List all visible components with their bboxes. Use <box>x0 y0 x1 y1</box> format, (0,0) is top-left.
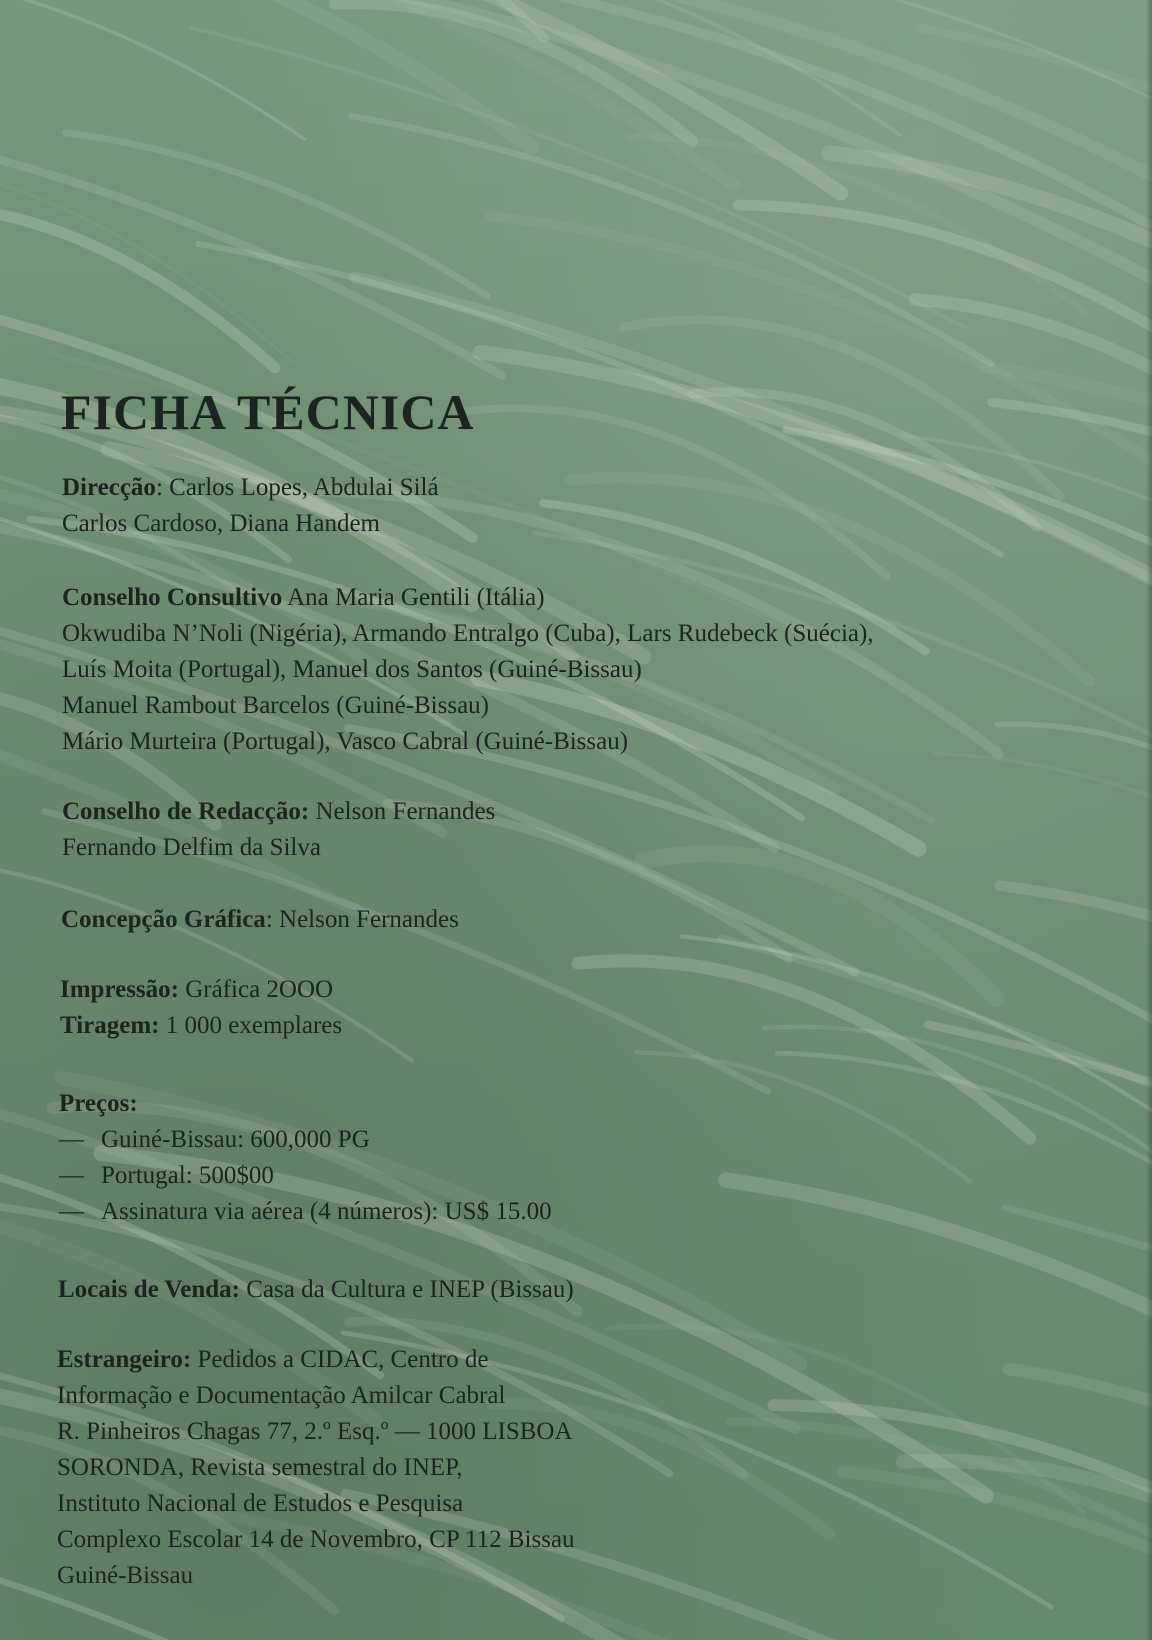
estrangeiro-section <box>57 1342 575 1594</box>
conselho-consultivo-line-1: Okwudiba N’Noli (Nigéria), Armando Entralgo (Cuba), Lars Rudebeck (Suécia), <box>62 620 874 647</box>
direccao-label: Direcção <box>62 474 156 501</box>
conselho-consultivo-value: Ana Maria Gentili (Itália) <box>282 584 545 611</box>
precos-item-1: Guiné-Bissau: 600,000 PG <box>101 1126 370 1153</box>
estrangeiro-label: Estrangeiro: <box>57 1346 192 1373</box>
precos-item-2: Portugal: 500$00 <box>101 1162 274 1189</box>
locais-venda-label: Locais de Venda: <box>58 1276 240 1303</box>
conselho-redaccao-value: Nelson Fernandes <box>309 798 496 825</box>
estrangeiro-line-6: Guiné-Bissau <box>57 1562 194 1589</box>
conselho-consultivo-line-3: Manuel Rambout Barcelos (Guiné-Bissau) <box>62 692 489 719</box>
conselho-consultivo-line-4: Mário Murteira (Portugal), Vasco Cabral (Guiné-Bissau) <box>62 728 629 755</box>
direccao-line-2: Carlos Cardoso, Diana Handem <box>62 510 380 537</box>
impressao-label: Impressão: <box>60 976 179 1003</box>
estrangeiro-line-2: R. Pinheiros Chagas 77, 2.º Esq.º — 1000 LISBOA <box>57 1418 573 1445</box>
conselho-redaccao-label: Conselho de Redacção: <box>62 798 310 825</box>
precos-item-3: Assinatura via aérea (4 números): US$ 15.00 <box>101 1198 552 1225</box>
locais-venda-value: Casa da Cultura e INEP (Bissau) <box>239 1276 574 1303</box>
impressao-tiragem-section <box>60 972 342 1044</box>
direccao-separator: : <box>155 474 170 501</box>
concepcao-grafica-label: Concepção Gráfica <box>61 906 266 933</box>
conselho-redaccao-section <box>62 794 495 866</box>
estrangeiro-line-4: Instituto Nacional de Estudos e Pesquisa <box>57 1490 464 1517</box>
precos-dash: — <box>59 1198 84 1225</box>
conselho-consultivo-label: Conselho Consultivo <box>62 584 283 611</box>
precos-dash: — <box>59 1162 84 1189</box>
direccao-value: Carlos Lopes, Abdulai Silá <box>169 474 439 501</box>
direccao-section <box>62 470 439 542</box>
conselho-consultivo-section <box>62 580 874 760</box>
estrangeiro-value: Pedidos a CIDAC, Centro de <box>191 1346 489 1373</box>
concepcao-grafica-value: : Nelson Fernandes <box>265 906 459 933</box>
precos-section <box>59 1086 552 1230</box>
conselho-redaccao-line-2: Fernando Delfim da Silva <box>62 834 321 861</box>
precos-dash: — <box>59 1126 84 1153</box>
estrangeiro-line-5: Complexo Escolar 14 de Novembro, CP 112 Bissau <box>57 1526 575 1553</box>
concepcao-grafica-section <box>61 902 459 938</box>
locais-venda-section <box>58 1272 574 1308</box>
estrangeiro-line-1: Informação e Documentação Amilcar Cabral <box>57 1382 506 1409</box>
tiragem-value: 1 000 exemplares <box>159 1012 343 1039</box>
tiragem-label: Tiragem: <box>60 1012 160 1039</box>
estrangeiro-line-3: SORONDA, Revista semestral do INEP, <box>57 1454 463 1481</box>
precos-label: Preços: <box>59 1090 138 1117</box>
conselho-consultivo-line-2: Luís Moita (Portugal), Manuel dos Santos (Guiné-Bissau) <box>62 656 642 683</box>
page-title: FICHA TÉCNICA <box>61 384 475 440</box>
impressao-value: Gráfica 2OOO <box>178 976 334 1003</box>
